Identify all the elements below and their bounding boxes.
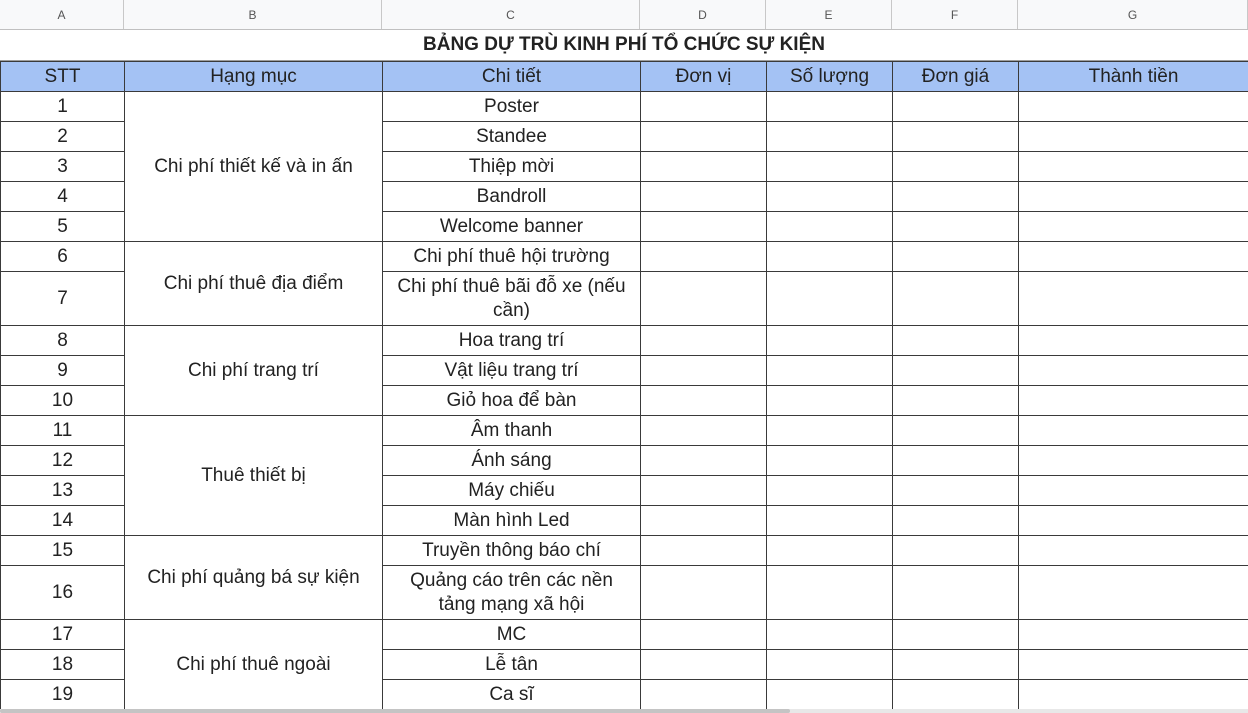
- cell-unit[interactable]: [641, 650, 767, 680]
- cell-quantity[interactable]: [767, 416, 893, 446]
- cell-detail[interactable]: Màn hình Led: [383, 506, 641, 536]
- cell-unit[interactable]: [641, 182, 767, 212]
- cell-total[interactable]: [1019, 326, 1248, 356]
- cell-category[interactable]: Chi phí trang trí: [125, 326, 383, 416]
- cell-stt[interactable]: 2: [1, 122, 125, 152]
- cell-unit[interactable]: [641, 326, 767, 356]
- cell-unit-price[interactable]: [893, 506, 1019, 536]
- cell-category[interactable]: Chi phí thiết kế và in ấn: [125, 92, 383, 242]
- header-category[interactable]: Hạng mục: [125, 62, 383, 92]
- cell-unit-price[interactable]: [893, 566, 1019, 620]
- cell-detail[interactable]: Hoa trang trí: [383, 326, 641, 356]
- cell-stt[interactable]: 1: [1, 92, 125, 122]
- cell-quantity[interactable]: [767, 506, 893, 536]
- cell-unit-price[interactable]: [893, 122, 1019, 152]
- header-detail[interactable]: Chi tiết: [383, 62, 641, 92]
- cell-stt[interactable]: 14: [1, 506, 125, 536]
- cell-unit[interactable]: [641, 416, 767, 446]
- cell-total[interactable]: [1019, 212, 1248, 242]
- cell-unit-price[interactable]: [893, 536, 1019, 566]
- cell-total[interactable]: [1019, 152, 1248, 182]
- cell-quantity[interactable]: [767, 272, 893, 326]
- column-header-f[interactable]: F: [892, 0, 1018, 29]
- cell-quantity[interactable]: [767, 212, 893, 242]
- cell-stt[interactable]: 19: [1, 680, 125, 710]
- cell-detail[interactable]: Giỏ hoa để bàn: [383, 386, 641, 416]
- cell-unit[interactable]: [641, 152, 767, 182]
- cell-unit-price[interactable]: [893, 242, 1019, 272]
- cell-category[interactable]: Chi phí quảng bá sự kiện: [125, 536, 383, 620]
- cell-stt[interactable]: 6: [1, 242, 125, 272]
- cell-unit-price[interactable]: [893, 620, 1019, 650]
- cell-quantity[interactable]: [767, 386, 893, 416]
- cell-stt[interactable]: 17: [1, 620, 125, 650]
- cell-detail[interactable]: Poster: [383, 92, 641, 122]
- cell-stt[interactable]: 5: [1, 212, 125, 242]
- cell-detail[interactable]: Vật liệu trang trí: [383, 356, 641, 386]
- cell-quantity[interactable]: [767, 122, 893, 152]
- cell-stt[interactable]: 4: [1, 182, 125, 212]
- cell-total[interactable]: [1019, 182, 1248, 212]
- cell-category[interactable]: Chi phí thuê địa điểm: [125, 242, 383, 326]
- cell-quantity[interactable]: [767, 680, 893, 710]
- cell-unit[interactable]: [641, 242, 767, 272]
- cell-detail[interactable]: Standee: [383, 122, 641, 152]
- column-header-b[interactable]: B: [124, 0, 382, 29]
- cell-total[interactable]: [1019, 356, 1248, 386]
- header-stt[interactable]: STT: [1, 62, 125, 92]
- cell-total[interactable]: [1019, 92, 1248, 122]
- table-row: [1, 416, 1248, 446]
- cell-total[interactable]: [1019, 122, 1248, 152]
- cell-total[interactable]: [1019, 566, 1248, 620]
- cell-unit-price[interactable]: [893, 212, 1019, 242]
- cell-detail[interactable]: Bandroll: [383, 182, 641, 212]
- cell-quantity[interactable]: [767, 566, 893, 620]
- cell-unit[interactable]: [641, 356, 767, 386]
- cell-total[interactable]: [1019, 416, 1248, 446]
- cell-total[interactable]: [1019, 272, 1248, 326]
- header-unit-price[interactable]: Đơn giá: [893, 62, 1019, 92]
- cell-unit-price[interactable]: [893, 416, 1019, 446]
- column-header-d[interactable]: D: [640, 0, 766, 29]
- cell-total[interactable]: [1019, 506, 1248, 536]
- cell-quantity[interactable]: [767, 620, 893, 650]
- cell-detail[interactable]: Máy chiếu: [383, 476, 641, 506]
- cell-quantity[interactable]: [767, 536, 893, 566]
- cell-total[interactable]: [1019, 650, 1248, 680]
- cell-stt[interactable]: 8: [1, 326, 125, 356]
- cell-unit-price[interactable]: [893, 446, 1019, 476]
- cell-unit[interactable]: [641, 566, 767, 620]
- cell-stt[interactable]: 13: [1, 476, 125, 506]
- cell-detail[interactable]: Quảng cáo trên các nền tảng mạng xã hội: [383, 566, 641, 620]
- cell-quantity[interactable]: [767, 92, 893, 122]
- cell-unit[interactable]: [641, 536, 767, 566]
- cell-quantity[interactable]: [767, 446, 893, 476]
- cell-unit-price[interactable]: [893, 476, 1019, 506]
- table-row: [1, 92, 1248, 122]
- header-quantity[interactable]: Số lượng: [767, 62, 893, 92]
- cell-stt[interactable]: 16: [1, 566, 125, 620]
- cell-detail[interactable]: Welcome banner: [383, 212, 641, 242]
- cell-quantity[interactable]: [767, 650, 893, 680]
- cell-stt[interactable]: 10: [1, 386, 125, 416]
- cell-unit-price[interactable]: [893, 272, 1019, 326]
- column-header-c[interactable]: C: [382, 0, 640, 29]
- column-header-bar: [0, 0, 1248, 30]
- cell-quantity[interactable]: [767, 242, 893, 272]
- cell-detail[interactable]: Lễ tân: [383, 650, 641, 680]
- table-row: [1, 242, 1248, 272]
- cell-total[interactable]: [1019, 476, 1248, 506]
- table-row: [1, 536, 1248, 566]
- cell-total[interactable]: [1019, 680, 1248, 710]
- cell-category[interactable]: Chi phí thuê ngoài: [125, 620, 383, 710]
- cell-detail[interactable]: Ánh sáng: [383, 446, 641, 476]
- horizontal-scrollbar[interactable]: [0, 709, 1248, 713]
- cell-stt[interactable]: 12: [1, 446, 125, 476]
- cell-unit[interactable]: [641, 446, 767, 476]
- cell-stt[interactable]: 7: [1, 272, 125, 326]
- cell-unit-price[interactable]: [893, 326, 1019, 356]
- cell-total[interactable]: [1019, 536, 1248, 566]
- cell-stt[interactable]: 18: [1, 650, 125, 680]
- cell-category[interactable]: Thuê thiết bị: [125, 416, 383, 536]
- cell-unit[interactable]: [641, 620, 767, 650]
- cell-quantity[interactable]: [767, 356, 893, 386]
- cell-stt[interactable]: 9: [1, 356, 125, 386]
- cell-stt[interactable]: 11: [1, 416, 125, 446]
- cell-unit-price[interactable]: [893, 356, 1019, 386]
- cell-quantity[interactable]: [767, 476, 893, 506]
- cell-unit-price[interactable]: [893, 152, 1019, 182]
- cell-detail[interactable]: Âm thanh: [383, 416, 641, 446]
- cell-unit[interactable]: [641, 506, 767, 536]
- cell-quantity[interactable]: [767, 182, 893, 212]
- cell-unit-price[interactable]: [893, 650, 1019, 680]
- cell-stt[interactable]: 15: [1, 536, 125, 566]
- header-unit[interactable]: Đơn vị: [641, 62, 767, 92]
- cell-unit-price[interactable]: [893, 386, 1019, 416]
- cell-detail[interactable]: Chi phí thuê bãi đỗ xe (nếu cần): [383, 272, 641, 326]
- cell-unit-price[interactable]: [893, 92, 1019, 122]
- cell-quantity[interactable]: [767, 152, 893, 182]
- cell-unit-price[interactable]: [893, 182, 1019, 212]
- table-row: [1, 620, 1248, 650]
- cell-unit[interactable]: [641, 476, 767, 506]
- cell-quantity[interactable]: [767, 326, 893, 356]
- header-total[interactable]: Thành tiền: [1019, 62, 1248, 92]
- header-row: [1, 62, 1248, 92]
- sheet-title[interactable]: BẢNG DỰ TRÙ KINH PHÍ TỔ CHỨC SỰ KIỆN: [0, 30, 1248, 61]
- cell-unit[interactable]: [641, 122, 767, 152]
- cell-unit[interactable]: [641, 386, 767, 416]
- column-header-g[interactable]: G: [1018, 0, 1248, 29]
- column-header-a[interactable]: A: [0, 0, 124, 29]
- cell-total[interactable]: [1019, 620, 1248, 650]
- budget-table: [0, 61, 1248, 710]
- table-row: [1, 326, 1248, 356]
- cell-detail[interactable]: Thiệp mời: [383, 152, 641, 182]
- cell-detail[interactable]: Truyền thông báo chí: [383, 536, 641, 566]
- cell-unit[interactable]: [641, 212, 767, 242]
- cell-unit-price[interactable]: [893, 680, 1019, 710]
- cell-unit[interactable]: [641, 680, 767, 710]
- cell-total[interactable]: [1019, 386, 1248, 416]
- cell-total[interactable]: [1019, 242, 1248, 272]
- cell-unit[interactable]: [641, 272, 767, 326]
- cell-detail[interactable]: Ca sĩ: [383, 680, 641, 710]
- cell-total[interactable]: [1019, 446, 1248, 476]
- column-header-e[interactable]: E: [766, 0, 892, 29]
- cell-stt[interactable]: 3: [1, 152, 125, 182]
- cell-detail[interactable]: MC: [383, 620, 641, 650]
- cell-unit[interactable]: [641, 92, 767, 122]
- cell-detail[interactable]: Chi phí thuê hội trường: [383, 242, 641, 272]
- scrollbar-thumb[interactable]: [0, 709, 790, 713]
